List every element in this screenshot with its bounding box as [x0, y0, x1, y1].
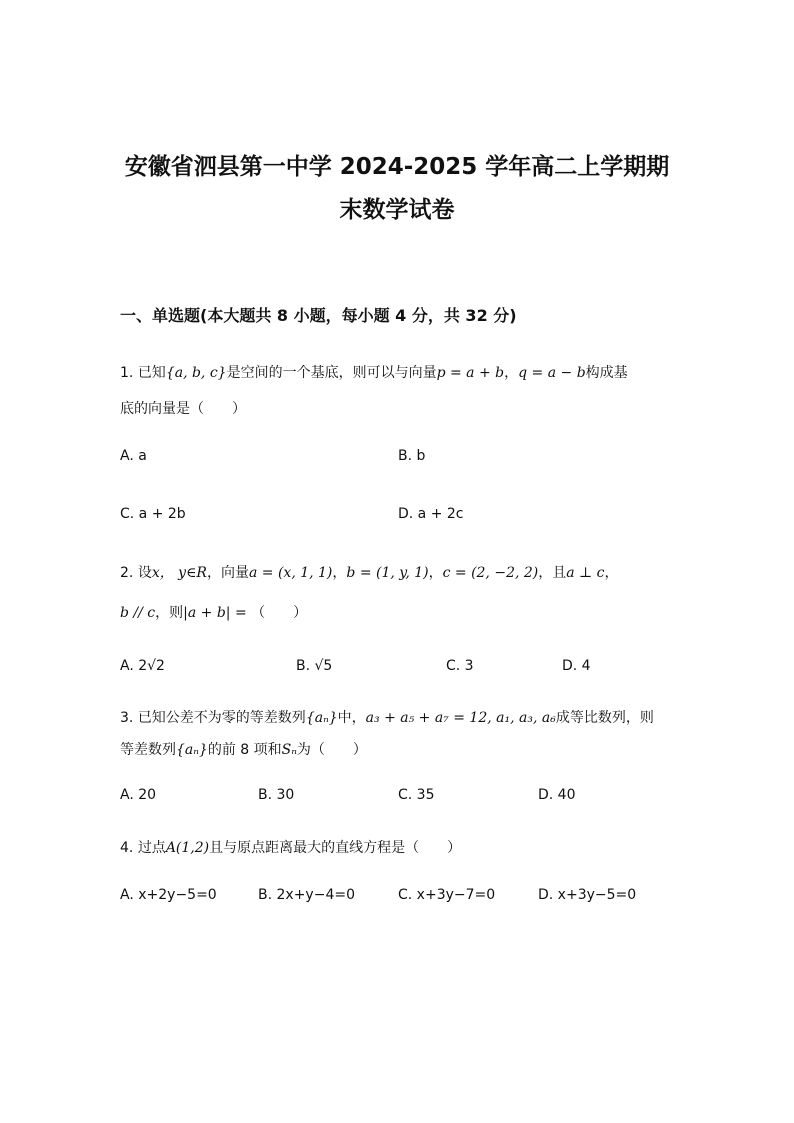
- question-text: 过点: [137, 840, 166, 856]
- vector-p-expression: p = a + b: [436, 365, 505, 381]
- exam-title-line-2: 末数学试卷: [339, 197, 455, 223]
- question-text: ，向量: [206, 565, 249, 581]
- q4-option-c: C. x+3y−7=0: [398, 887, 496, 903]
- q4-option-b: B. 2x+y−4=0: [258, 887, 355, 903]
- q2-option-a: A. 2√2: [120, 658, 165, 674]
- vector-a: a = (x, 1, 1): [248, 565, 333, 581]
- question-number: 2.: [120, 565, 134, 581]
- question-2-line-1: 2. 设x， y∈R，向量a = (x, 1, 1)，b = (1, y, 1)，c = (2, −2, 2)，且a ⊥ c，: [120, 565, 619, 581]
- q2-option-b: B. √5: [296, 658, 333, 674]
- vector-c: c = (2, −2, 2): [442, 565, 539, 581]
- question-text: 的前 8 项和: [207, 742, 282, 758]
- question-4-line-1: [120, 837, 461, 857]
- question-text: 为（ ）: [296, 742, 367, 758]
- basis-set: {a, b, c}: [165, 365, 227, 381]
- question-text: 是空间的一个基底，则可以与向量: [226, 365, 437, 381]
- q1-option-b: B. b: [398, 448, 426, 464]
- question-3-line-1: [120, 707, 654, 727]
- comma: ，: [504, 365, 519, 381]
- q3-option-d: D. 40: [538, 787, 576, 803]
- vector-b: b = (1, y, 1): [346, 565, 429, 581]
- q3-option-c: C. 35: [398, 787, 435, 803]
- q4-option-a: A. x+2y−5=0: [120, 887, 217, 903]
- q4-option-d: D. x+3y−5=0: [538, 887, 637, 903]
- question-number: 1.: [120, 365, 134, 381]
- vector-q-expression: q = a − b: [518, 365, 586, 381]
- q1-option-d: D. a + 2c: [398, 506, 464, 522]
- question-text: 等差数列: [120, 742, 176, 758]
- question-text: 构成基: [585, 365, 628, 381]
- question-3-line-2: [120, 739, 367, 759]
- question-text: 已知: [137, 365, 166, 381]
- question-text: ，且: [538, 565, 567, 581]
- sequence-symbol: {aₙ}: [305, 710, 338, 726]
- question-1-line-2: 底的向量是（ ）: [120, 401, 246, 417]
- perpendicular-condition: a ⊥ c: [566, 565, 605, 581]
- answer-blank: （ ）: [251, 605, 308, 621]
- q1-option-c: C. a + 2b: [120, 506, 186, 522]
- question-text: 且与原点距离最大的直线方程是（ ）: [209, 840, 462, 856]
- question-number: 3.: [120, 710, 134, 726]
- sequence-condition: a₃ + a₅ + a₇ = 12, a₁, a₃, a₆: [365, 710, 556, 726]
- q2-option-c: C. 3: [446, 658, 474, 674]
- parallel-condition: b // c: [120, 605, 156, 621]
- section-heading: 一、单选题(本大题共 8 小题，每小题 4 分，共 32 分): [120, 306, 517, 325]
- question-text: 成等比数列，则: [555, 710, 654, 726]
- question-text: 中，: [337, 710, 366, 726]
- q3-option-a: A. 20: [120, 787, 157, 803]
- magnitude-expression: |a + b| =: [183, 605, 247, 621]
- exam-title-line-1: 安徽省泗县第一中学 2024-2025 学年高二上学期期: [124, 154, 670, 180]
- sequence-symbol: {aₙ}: [176, 742, 208, 758]
- question-text: 设: [137, 565, 152, 581]
- question-text: ，则: [155, 605, 184, 621]
- sum-symbol: Sₙ: [281, 742, 297, 758]
- xy-domain: x， y∈R: [151, 565, 207, 581]
- question-text: 已知公差不为零的等差数列: [137, 710, 306, 726]
- q1-option-a: A. a: [120, 448, 147, 464]
- question-number: 4.: [120, 840, 134, 856]
- question-2-line-2: [120, 602, 307, 622]
- question-1-line-1: [120, 362, 628, 382]
- q2-option-d: D. 4: [562, 658, 591, 674]
- point-a: A(1,2): [165, 840, 210, 856]
- q3-option-b: B. 30: [258, 787, 295, 803]
